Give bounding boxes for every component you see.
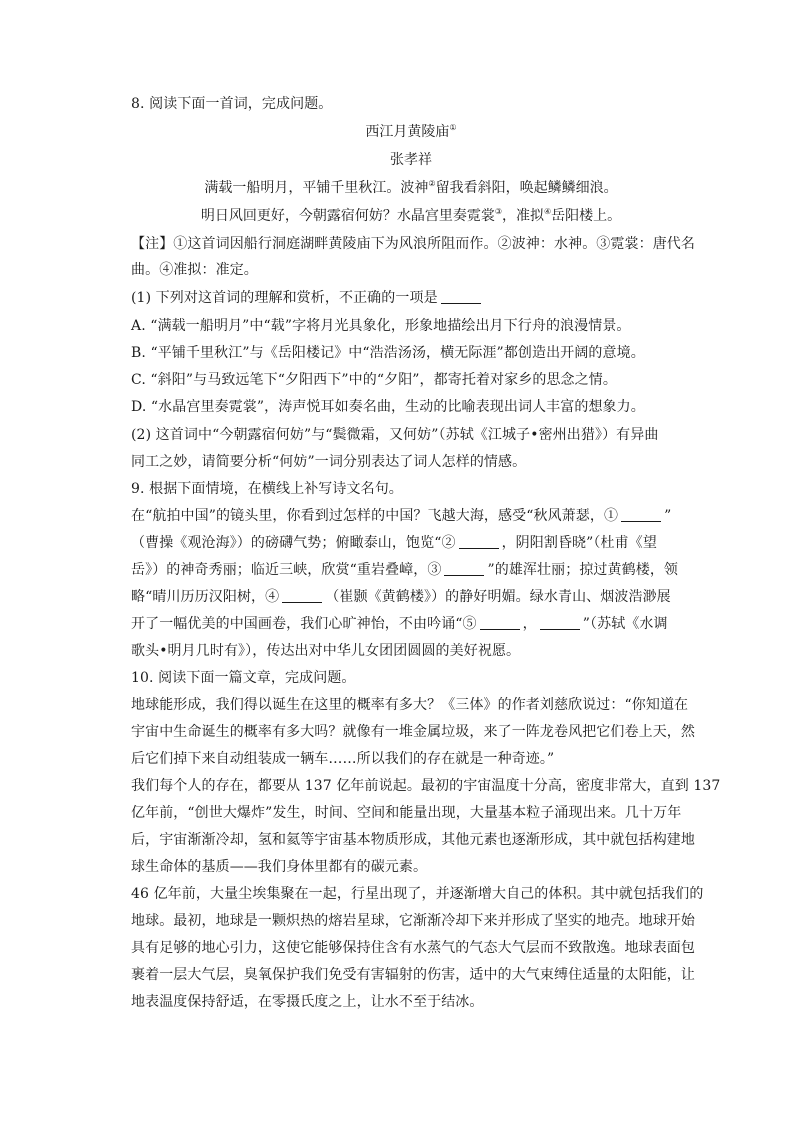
q10-instruction: 10. 阅读下面一篇文章，完成问题。 [131,670,356,686]
sub-question-1 [131,288,691,308]
verse2-part-c: 岳阳楼上。 [551,208,622,224]
poem-verse-2 [131,206,691,226]
q9-instruction: 9. 根据下面情境，在横线上补写诗文名句。 [131,481,403,497]
passage-p2-line-2: 亿年前，“创世大爆炸”发生，时间、空间和能量出现，大量基本粒子涌现出来。几十万年 [131,805,682,821]
poem-title-text: 西江月黄陵庙 [365,124,450,140]
note-line-2: 曲。④准拟：准定。 [131,262,258,278]
answer-blank-4[interactable] [282,588,322,603]
q9-line-1 [131,506,691,526]
verse1-part-a: 满载一船明月，平铺千里秋江。波神 [204,180,429,196]
q9-line-3 [131,560,691,580]
passage-p3-line-5: 地表温度保持舒适，在零摄氏度之上，让水不至于结冰。 [131,994,484,1010]
answer-blank-1[interactable] [621,507,661,522]
poem-title-footnote-mark: ① [449,123,457,132]
q9-line-2-end: ，阴阳割昏晓”（杜甫《望 [501,535,657,551]
passage-p2-line-1: 我们每个人的存在，都要从 137 亿年前说起。最初的宇宙温度十分高，密度非常大，直到 137 [131,778,721,794]
poet-name: 张孝祥 [390,152,432,168]
note-line-1: 【注】①这首词因船行洞庭湖畔黄陵庙下为风浪所阻而作。②波神：水神。③霓裳：唐代名 [131,236,695,252]
q9-line-1-text: 在“航拍中国”的镜头里，你看到过怎样的中国？飞越大海，感受“秋风萧瑟，① [131,508,619,524]
verse1-part-b: 留我看斜阳，唤起鳞鳞细浪。 [435,180,618,196]
answer-blank-2[interactable] [459,534,499,549]
passage-p2-line-3: 后，宇宙渐渐冷却，氢和氦等宇宙基本物质形成，其他元素也逐渐形成，其中就包括构建地 [131,832,695,848]
sub-question-2-line-1: (2) 这首词中“今朝露宿何妨”与“鬓微霜，又何妨”（苏轼《江城子•密州出猎》）有异曲 [131,427,659,443]
answer-blank[interactable] [441,289,481,304]
option-c: C. “斜阳”与马致远笔下“夕阳西下”中的“夕阳”，都寄托着对家乡的思念之情。 [131,372,617,388]
verse2-part-a: 明日风回更好，今朝露宿何妨？水晶宫里奏霓裳 [200,208,495,224]
answer-blank-5a[interactable] [480,615,520,630]
passage-p1-line-3: 后它们掉下来自动组装成一辆车……所以我们的存在就是一种奇迹。” [131,751,555,767]
passage-p3-line-4: 裹着一层大气层，臭氧保护我们免受有害辐射的伤害，适中的大气束缚住适量的太阳能，让 [131,967,695,983]
sub-question-2-line-2: 同工之妙，请简要分析“何妨”一词分别表达了词人怎样的情感。 [131,454,527,470]
q9-line-5 [131,614,691,634]
passage-p3-line-2: 地球。最初，地球是一颗炽热的熔岩星球，它渐渐冷却下来并形成了坚实的地壳。地球开始 [131,913,695,929]
verse2-footnote-mark-1: ③ [494,207,502,216]
q9-line-5-end: ”（苏轼《水调 [582,616,668,632]
passage-p2-line-4: 球生命体的基质——我们身体里都有的碳元素。 [131,859,428,875]
answer-blank-5b[interactable] [540,615,580,630]
option-b: B. “平铺千里秋江”与《岳阳楼记》中“浩浩汤汤，横无际涯”都创造出开阔的意境。 [131,345,645,361]
poem-title [131,122,691,142]
verse1-footnote-mark: ② [428,179,436,188]
q9-line-2-text: （曹操《观沧海》）的磅礴气势；俯瞰泰山，饱览“② [131,535,456,551]
verse2-part-b: ，准拟 [502,208,544,224]
verse2-footnote-mark-2: ④ [544,207,552,216]
passage-p3-line-3: 具有足够的地心引力，这使它能够保持住含有水蒸气的气态大气层而不致散逸。地球表面包 [131,940,695,956]
q9-line-4-text: 略“晴川历历汉阳树，④ [131,589,280,605]
q8-instruction: 8. 阅读下面一首词，完成问题。 [131,96,333,112]
option-d: D. “水晶宫里奏霓裳”，涛声悦耳如奏名曲，生动的比喻表现出词人丰富的想象力。 [131,399,645,415]
answer-blank-3[interactable] [444,561,484,576]
passage-p3-line-1: 46 亿年前，大量尘埃集聚在一起，行星出现了，并逐渐增大自己的体积。其中就包括我们的 [131,886,704,902]
passage-p1-line-1: 地球能形成，我们得以诞生在这里的概率有多大？《三体》的作者刘慈欣说过：“你知道在 [131,697,689,713]
q9-line-5-text: 开了一幅优美的中国画卷，我们心旷神怡，不由吟诵“⑤ [131,616,477,632]
passage-p1-line-2: 宇宙中生命诞生的概率有多大吗？就像有一堆金属垃圾，来了一阵龙卷风把它们卷上天，然 [131,724,695,740]
option-a: A. “满载一船明月”中“载”字将月光具象化，形象地描绘出月下行舟的浪漫情景。 [131,318,631,334]
q9-line-2 [131,533,691,553]
q9-line-1-end: ” [664,508,672,524]
q9-line-3-end: ”的雄浑壮丽；掠过黄鹤楼，领 [487,562,679,578]
q9-line-5-comma: ， [522,616,537,632]
poem-verse-1 [131,178,691,198]
q9-line-3-text: 岳》）的神奇秀丽；临近三峡，欣赏“重岩叠嶂，③ [131,562,442,578]
q9-line-6: 歌头•明月几时有》），传达出对中华儿女团团圆圆的美好祝愿。 [131,643,521,659]
q9-line-4 [131,587,691,607]
sub-question-1-stem: (1) 下列对这首词的理解和赏析，不正确的一项是 [131,290,438,306]
q9-line-4-end: （崔颢《黄鹤楼》）的静好明媚。绿水青山、烟波浩渺展 [325,589,671,605]
